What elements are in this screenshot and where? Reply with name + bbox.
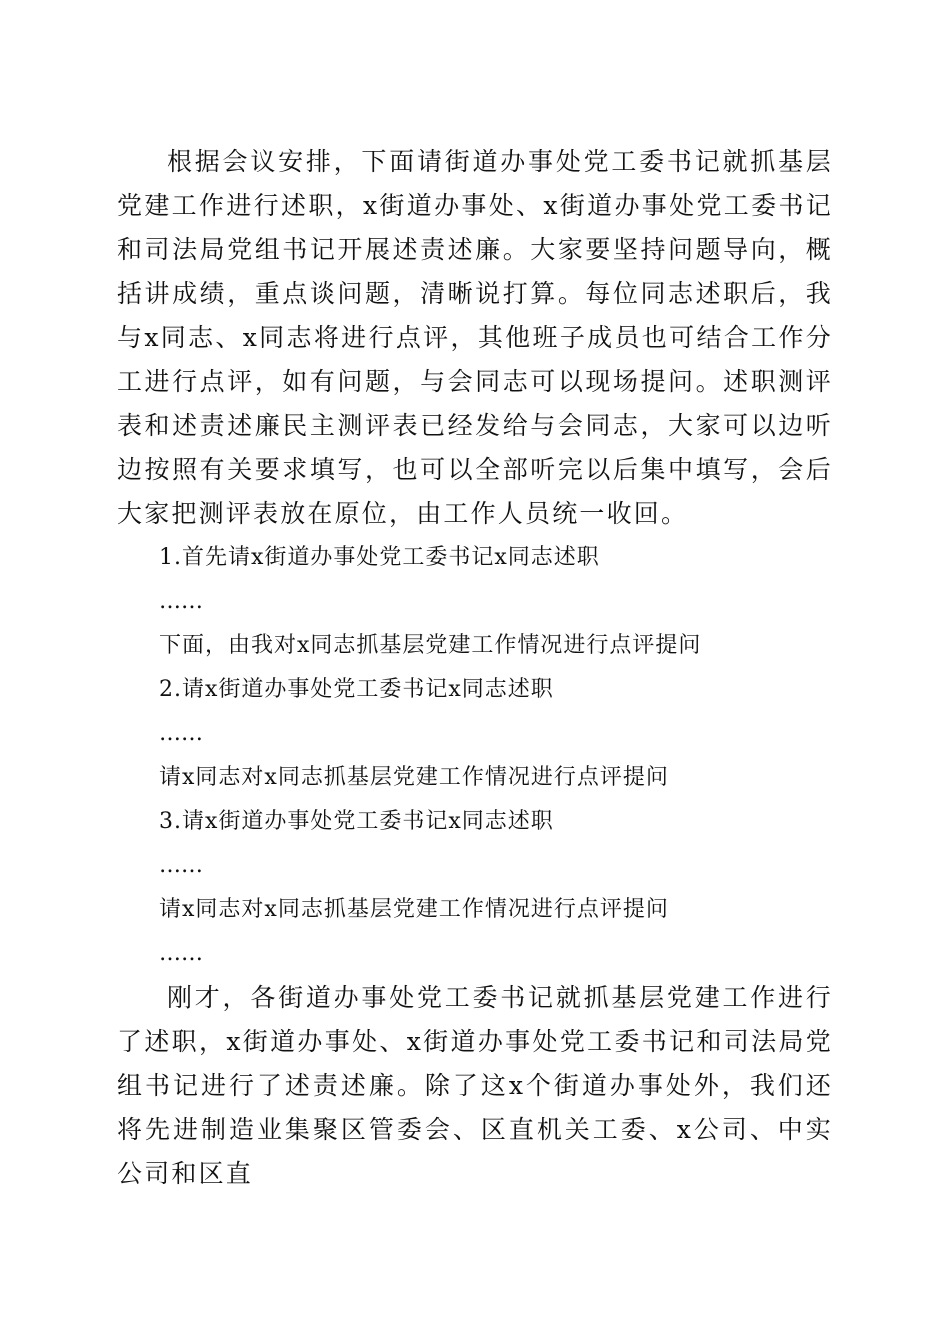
comment-line-2: 请x同志对x同志抓基层党建工作情况进行点评提问 (159, 765, 669, 790)
comment-line-3: 请x同志对x同志抓基层党建工作情况进行点评提问 (159, 897, 669, 922)
agenda-item-2: 2.请x街道办事处党工委书记x同志述职 (159, 677, 554, 702)
document-body (117, 140, 833, 1196)
agenda-item-1: 1.首先请x街道办事处党工委书记x同志述职 (159, 545, 600, 570)
ellipsis-3: …… (159, 853, 203, 878)
summary-paragraph: 刚才，各街道办事处党工委书记就抓基层党建工作进行了述职，x街道办事处、x街道办事处党工委书记和司法局党组书记进行了述责述廉。除了这x个街道办事处外，我们还将先进制造业集聚区管委会、区直机关工委、x公司、中实公司和区直 (117, 983, 833, 1188)
ellipsis-1: …… (159, 589, 203, 614)
intro-paragraph: 根据会议安排，下面请街道办事处党工委书记就抓基层党建工作进行述职，x街道办事处、x街道办事处党工委书记和司法局党组书记开展述责述廉。大家要坚持问题导向，概括讲成绩，重点谈问题，清晰说打算。每位同志述职后，我与x同志、x同志将进行点评，其他班子成员也可结合工作分工进行点评，如有问题，与会同志可以现场提问。述职测评表和述责述廉民主测评表已经发给与会同志，大家可以边听边按照有关要求填写，也可以全部听完以后集中填写，会后大家把测评表放在原位，由工作人员统一收回。 (117, 147, 833, 528)
agenda-item-3: 3.请x街道办事处党工委书记x同志述职 (159, 809, 554, 834)
comment-line-1: 下面，由我对x同志抓基层党建工作情况进行点评提问 (159, 633, 702, 658)
ellipsis-2: …… (159, 721, 203, 746)
ellipsis-4: …… (159, 941, 203, 966)
